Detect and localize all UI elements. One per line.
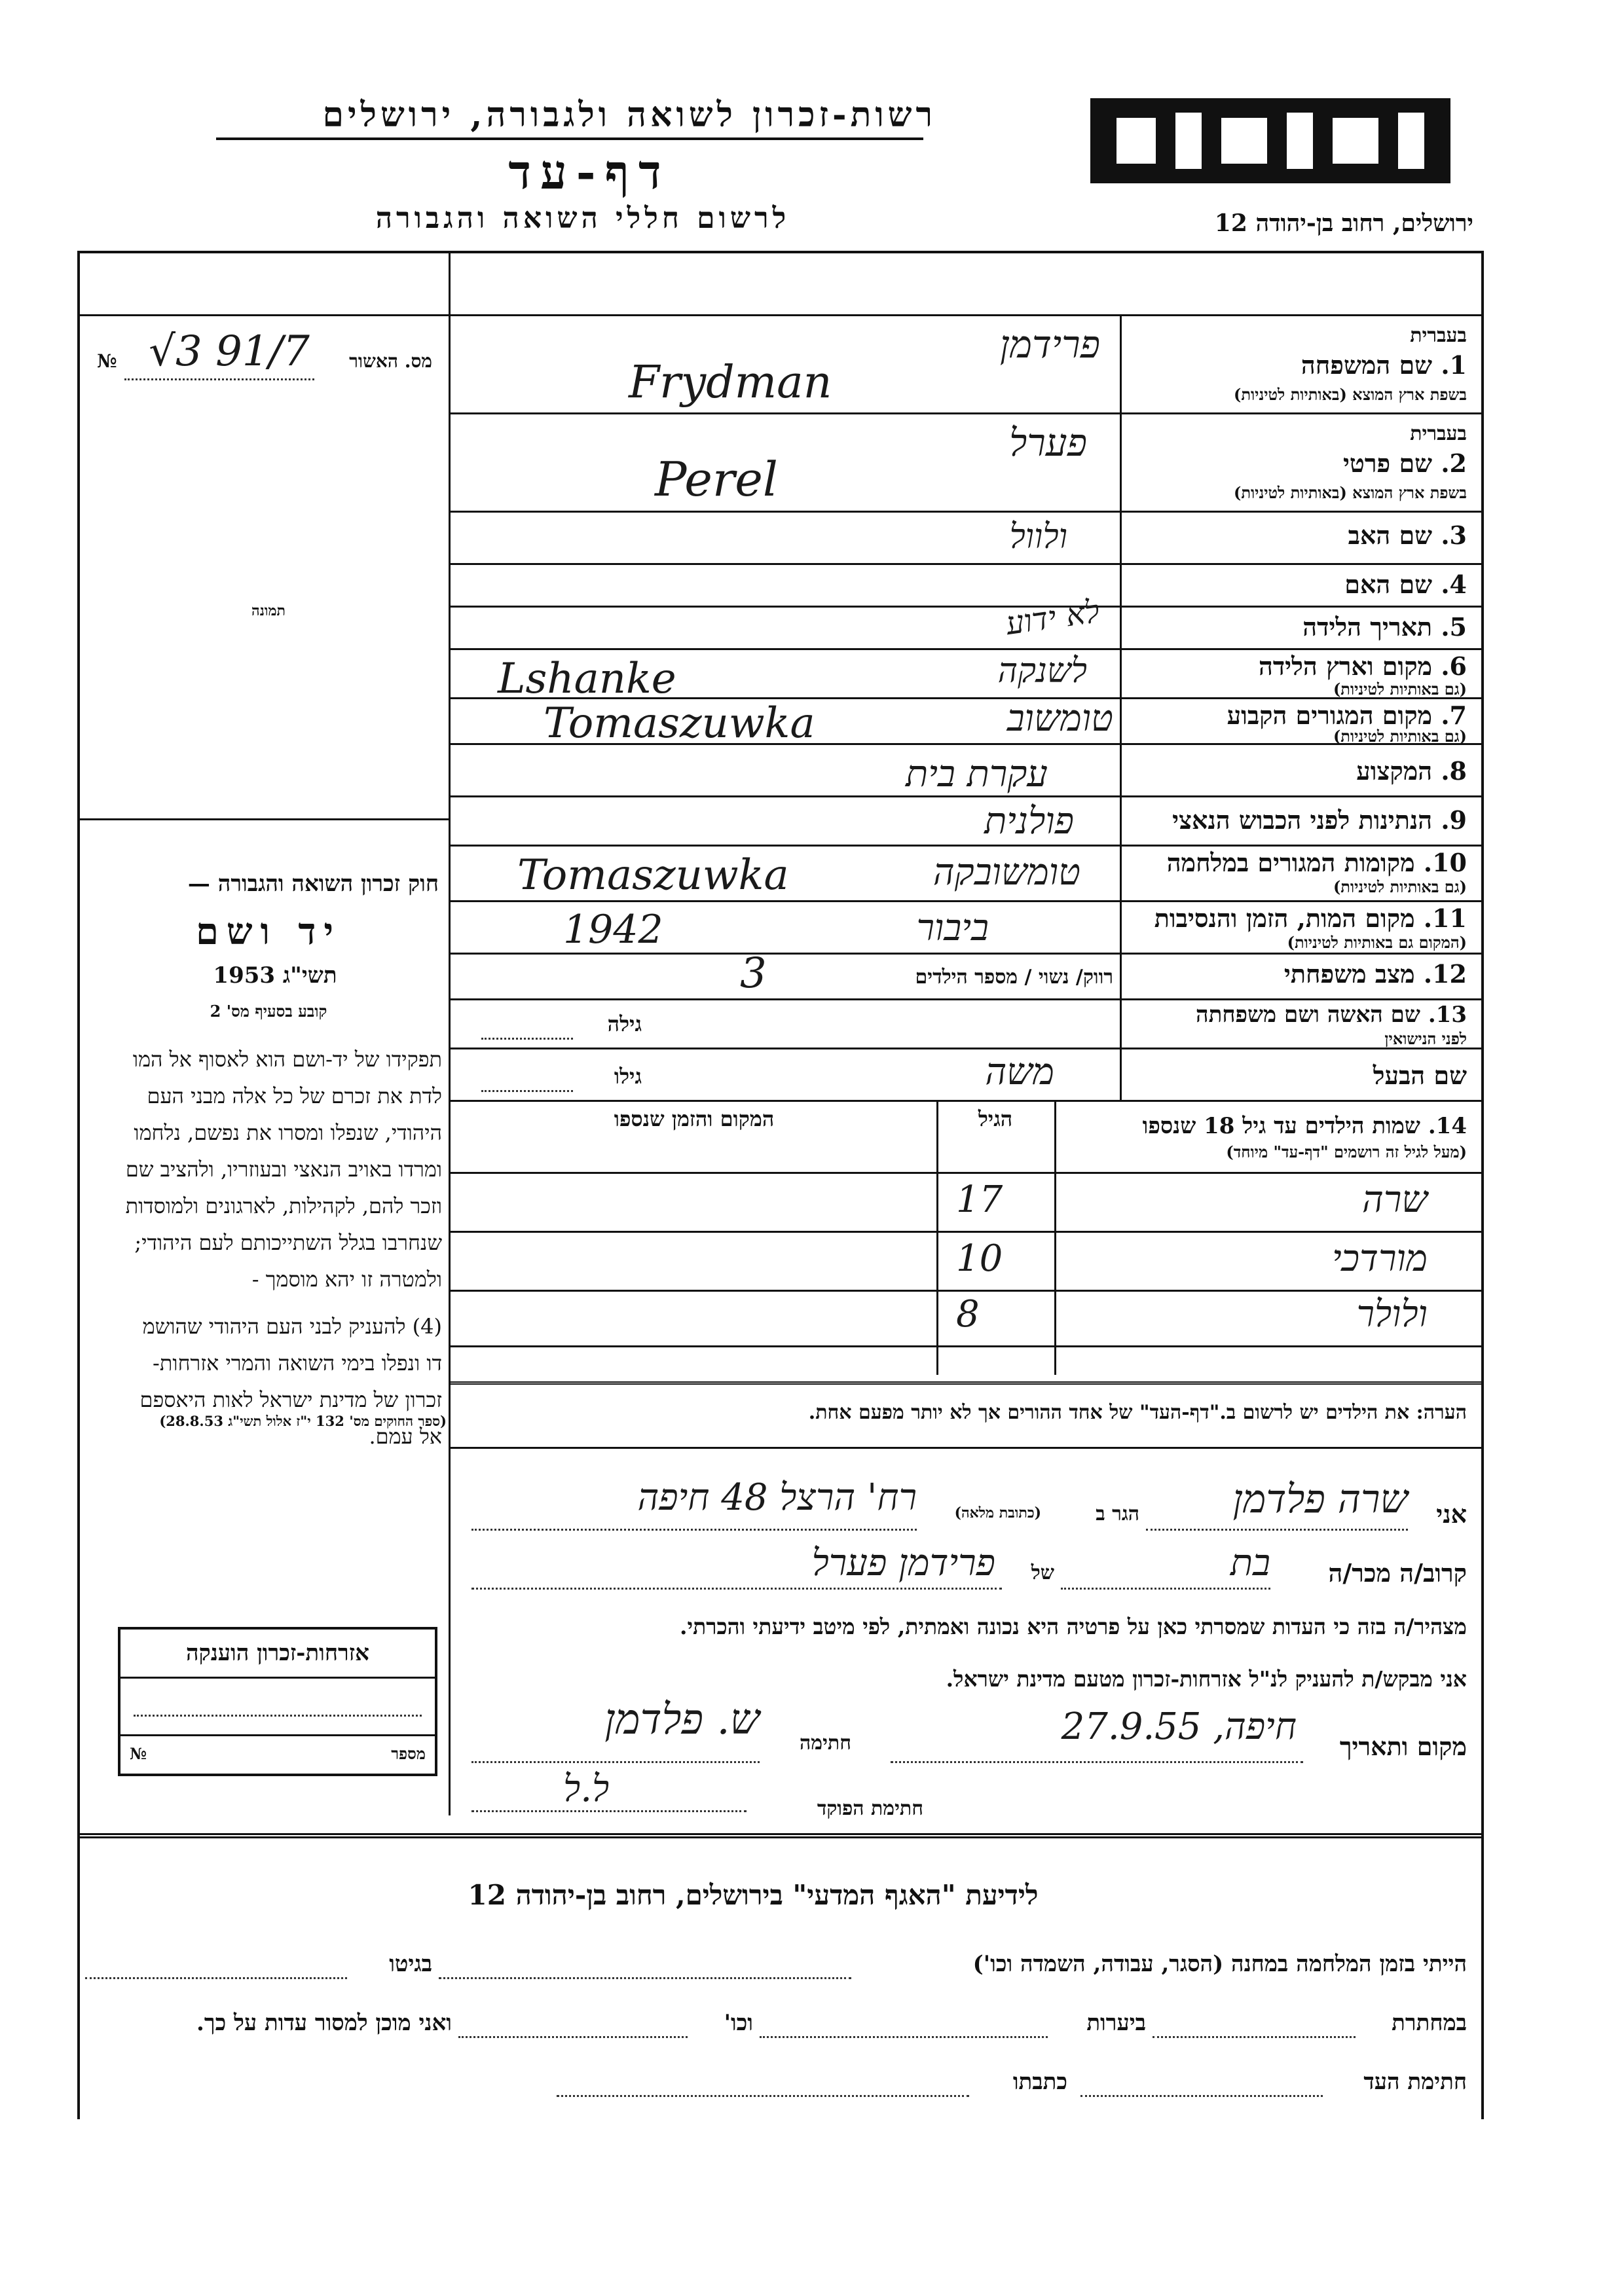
field9-label: 9. הנתינות לפני הכבוש הנאצי [1172, 805, 1467, 835]
wartime-residence-latin: Tomaszuwka [517, 851, 789, 900]
witness-name: שרה פלדמן [1232, 1476, 1408, 1522]
firstname-latin: Perel [655, 452, 778, 507]
footer-line2a: במחתרת [1392, 2010, 1467, 2036]
top-row-line [77, 314, 1481, 316]
footer-line2d: ואני מוכן למסור עדות על כך. [196, 2010, 452, 2036]
citizenship-no-label: מספר [391, 1744, 426, 1763]
birthplace-hebrew: לשנקה [997, 651, 1087, 691]
surname-hebrew: פרידמן [999, 322, 1100, 367]
husband-age-label: גילו [614, 1064, 642, 1089]
authority-title: רשות-זכרון לשואה ולגבורה, ירושלים [322, 95, 936, 135]
photo-label: תמונה [251, 602, 286, 619]
field11-label: 11. מקום המות, הזמן והנסיבות [1154, 903, 1467, 933]
photo-box-bottom [77, 818, 449, 820]
footer-title: לידיעת "האגף המדעי" בירושלים, רחוב בן-יהודה 12 [468, 1879, 1039, 1911]
law-year-he: תשי"ג [282, 962, 337, 989]
nationality: פולנית [984, 800, 1074, 843]
firstname-hebrew: פערל [1009, 420, 1087, 465]
field1-pre: בעברית [1410, 324, 1467, 347]
law-line: ולמטרה זו יהא מוסמך - [251, 1267, 442, 1292]
children-count: 3 [740, 949, 767, 998]
field11-sub: (המקום גם באותיות לטיניות) [1287, 933, 1467, 952]
children-place-header: המקום והזמן שנספו [614, 1106, 775, 1131]
field1-label: 1. שם המשפחה [1301, 350, 1467, 380]
death-year: 1942 [563, 907, 663, 953]
surname-latin: Frydman [629, 357, 832, 409]
footer-line1b: בגיטו [389, 1951, 432, 1977]
officer-signature: ל.ל [563, 1768, 610, 1810]
children-label: 14. שמות הילדים עד גיל 18 שנספו [1142, 1113, 1467, 1139]
law-line: שנחרבו בגלל השתייכותם לעם היהודי; [134, 1230, 442, 1255]
law-name: יד ושם [195, 910, 342, 953]
file-number-line [124, 378, 314, 380]
field6-label: 6. מקום וארץ הלידה [1259, 651, 1467, 681]
citizenship-box [118, 1627, 437, 1776]
father-name: ולוול [1009, 517, 1067, 556]
left-column-divider [449, 251, 451, 1815]
field5-label: 5. תאריך הלידה [1302, 612, 1467, 642]
decl-shel: של [1031, 1561, 1054, 1584]
children-sub: (מעל לגיל זה רושמים "דף-עד" מיוחד) [1226, 1142, 1467, 1161]
place-date: חיפה, 27.9.55 [1061, 1705, 1297, 1748]
law-line: וזכר להם, לקהילות, לארגונים ולמוסדות [125, 1194, 442, 1218]
residence-latin: Tomaszuwka [544, 699, 815, 748]
field2-pre: בעברית [1410, 422, 1467, 445]
marital-status-options: רווק/ נשוי / מספר הילדים [915, 966, 1113, 989]
field6-sub: (גם באותיות לטיניות) [1333, 680, 1467, 699]
occupation: עקרת בית [906, 753, 1048, 795]
sign-label: חתימה [800, 1732, 851, 1755]
file-label: מס. האשור [349, 350, 432, 372]
husband-name: משה [985, 1051, 1054, 1093]
children-age-header: הגיל [978, 1106, 1013, 1131]
logo-text [1090, 98, 1091, 99]
field7-sub: (גם באותיות לטיניות) [1333, 727, 1467, 746]
field1-sub: בשפת ארץ המוצא (באותיות לטיניות) [1234, 385, 1467, 404]
relative-name: פרידמן פערל [811, 1542, 995, 1584]
child-name: שרה [1362, 1178, 1428, 1221]
header-underline [216, 137, 923, 140]
decl-addr-label: (כתובת מלאה) [954, 1504, 1041, 1522]
decl-line1: מצהיר/ה בזה כי העדות שמסרתי כאן על פרטיה היא נכונה ואמתית, לפי מיטב ידיעתי והכרתי. [680, 1614, 1467, 1639]
field8-label: 8. המקצוע [1356, 756, 1467, 786]
field3-label: 3. שם האב [1348, 520, 1467, 550]
child-age: 8 [956, 1293, 980, 1336]
law-year-num: 1953 [213, 962, 276, 989]
decl-relative-label: קרוב/ה מכר/ה [1328, 1558, 1467, 1588]
form-title: דף-עד [508, 144, 671, 200]
footer-line3a: חתימת העד [1363, 2069, 1467, 2095]
birth-date: לא ידוע [1003, 592, 1102, 643]
field13-sub: לפני הנישואין [1384, 1029, 1467, 1048]
officer-sign-label: חתימת הפוקד [817, 1797, 923, 1820]
form-subtitle: לרשום חללי השואה והגבורה [375, 202, 790, 235]
note: הערה: את הילדים יש לרשום ב."דף-העד" של אחד ההורים אך לא יותר מפעם אחת. [808, 1401, 1467, 1424]
child-name: ולולר [1356, 1293, 1428, 1336]
wife-age-label: גילה [607, 1011, 642, 1036]
law-line: היהודי, שנפלו ומסרו את נפשם, נלחמו [134, 1120, 442, 1145]
footer-line2c: וכו' [724, 2010, 753, 2036]
child-age: 17 [956, 1178, 1003, 1221]
citizenship-box-title: אזרחות-זכרון הוענקה [186, 1640, 369, 1666]
law-line: אל עמם. [369, 1424, 442, 1449]
field7-label: 7. מקום המגורים הקבוע [1227, 701, 1467, 730]
yad-vashem-logo [1090, 98, 1450, 183]
law-title: חוק זכרון השואה והגבורה — [187, 871, 439, 897]
file-no-sign: № [97, 350, 117, 372]
witness-signature: ש. פלדמן [604, 1696, 760, 1744]
law-line: תפקידו של יד-ושם הוא לאסוף אל המו [132, 1047, 442, 1072]
header-address: ירושלים, רחוב בן-יהודה 12 [1214, 210, 1473, 237]
child-age: 10 [956, 1237, 1003, 1280]
law-line: לדת את זכרם של כל אלה מבני העם [147, 1084, 442, 1108]
decl-hagar: הגר ב [1096, 1503, 1139, 1525]
field12-label: 12. מצב משפחתי [1283, 959, 1467, 989]
citizenship-no-sign: № [130, 1744, 147, 1763]
decl-ani: אני [1436, 1499, 1467, 1529]
field2-label: 2. שם פרטי [1342, 448, 1467, 478]
birthplace-latin: Lshanke [498, 655, 676, 703]
file-number: √3 91/7 [149, 327, 310, 376]
witness-address: רח' הרצל 48 חיפה [637, 1476, 917, 1519]
place-date-label: מקום ותאריך [1339, 1732, 1467, 1761]
decl-line2: אני מבקש/ת להעניק לנ"ל אזרחות-זכרון מטעם מדינת ישראל. [946, 1666, 1467, 1692]
law-line: ומרדו באויב הנאצי ובעוזריו, ולהציב שם [125, 1157, 442, 1182]
law-reference: (ספר החוקים מס' 132 י"ז אלול תשי"ג 28.8.53) [159, 1413, 447, 1429]
field2-sub: בשפת ארץ המוצא (באותיות לטיניות) [1234, 483, 1467, 502]
law-line: (4) להעניק לבני העם היהודי שהושמ [142, 1314, 442, 1339]
field13-label: 13. שם האשה ושם משפחתה [1196, 1002, 1467, 1028]
law-line: דו ונפלו בימי השואה והמרי אזרחות- [153, 1351, 442, 1376]
child-name: מורדכי [1332, 1237, 1428, 1280]
law-clause: קובע בסעיף מס' 2 [210, 1002, 327, 1021]
footer-line1a: הייתי בזמן המלחמה במחנה (הסגר, עבודה, השמדה וכו') [972, 1951, 1467, 1977]
footer-line2b: ביערות [1086, 2010, 1146, 2036]
law-year [98, 962, 439, 989]
footer-line3b: כתבתו [1012, 2069, 1067, 2095]
field4-label: 4. שם האם [1344, 570, 1467, 599]
wartime-residence-hebrew: טומשובקה [932, 851, 1080, 894]
field10-label: 10. מקומות המגורים במלחמה [1166, 848, 1467, 877]
law-text [85, 1041, 442, 1455]
law-line: זכרון של מדינת ישראל לאות היאספם [139, 1387, 442, 1412]
death-place: ביבור [916, 907, 989, 949]
field10-sub: (גם באותיות לטיניות) [1333, 877, 1467, 896]
husband-label: שם הבעל [1373, 1061, 1467, 1090]
witness-relation: בת [1230, 1542, 1270, 1584]
label-divider [1120, 314, 1122, 1100]
residence-hebrew: טומשוב [1006, 697, 1113, 740]
